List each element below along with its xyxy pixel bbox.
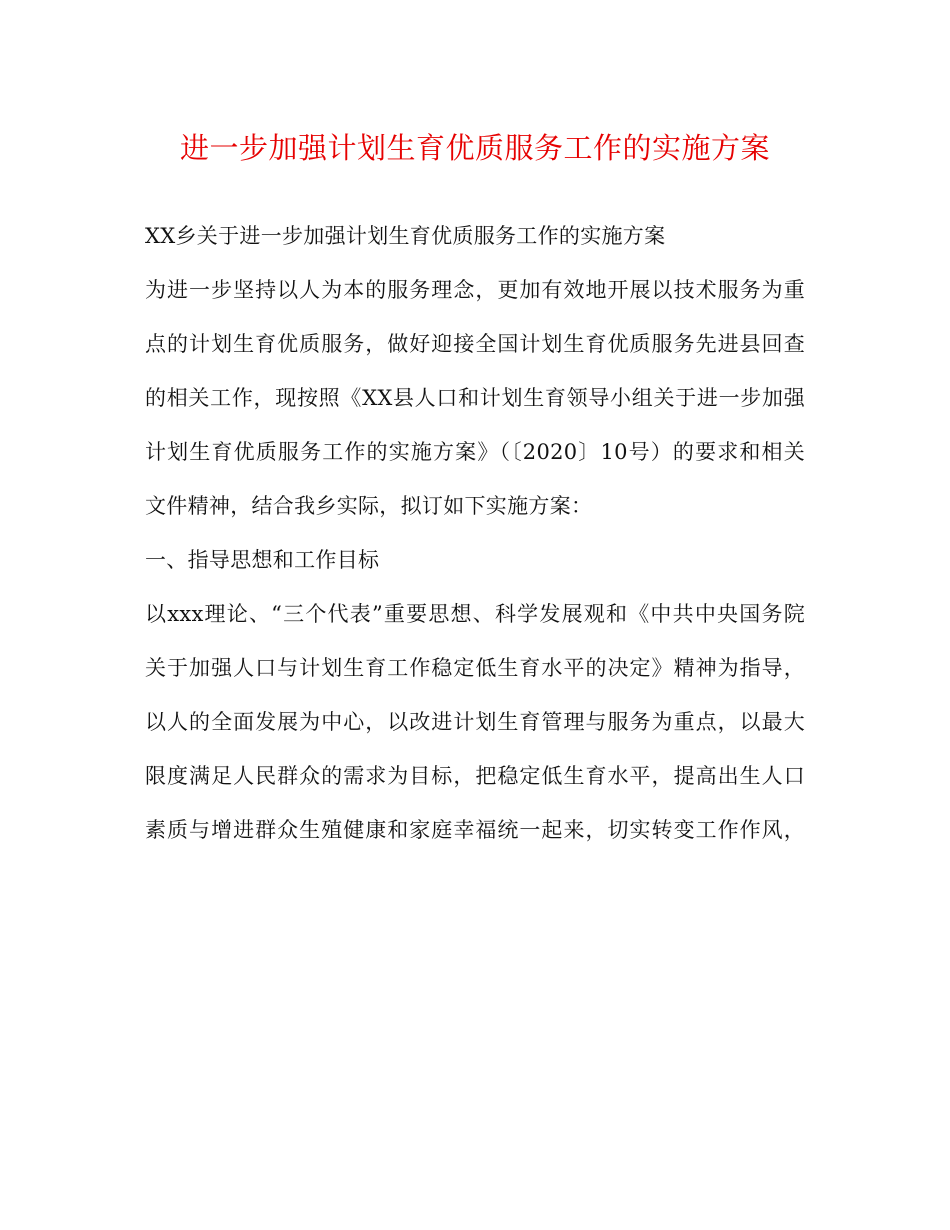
paragraph-line: 文件精神，结合我乡实际，拟订如下实施方案： bbox=[145, 494, 593, 518]
paragraph-line: 以人的全面发展为中心，以改进计划生育管理与服务为重点，以最大 bbox=[145, 710, 805, 734]
paragraph-line: 的相关工作，现按照《XX县人口和计划生育领导小组关于进一步加强 bbox=[145, 386, 805, 410]
document-title: 进一步加强计划生育优质服务工作的实施方案 bbox=[179, 131, 770, 165]
subtitle-line: XX乡关于进一步加强计划生育优质服务工作的实施方案 bbox=[145, 224, 666, 248]
paragraph-line: 以xxx理论、“三个代表”重要思想、科学发展观和《中共中央国务院 bbox=[145, 602, 805, 626]
section-heading: 一、指导思想和工作目标 bbox=[145, 548, 380, 572]
paragraph-line: 点的计划生育优质服务，做好迎接全国计划生育优质服务先进县回查 bbox=[145, 332, 805, 356]
paragraph-line: 限度满足人民群众的需求为目标，把稳定低生育水平，提高出生人口 bbox=[145, 764, 805, 788]
paragraph-line: 为进一步坚持以人为本的服务理念，更加有效地开展以技术服务为重 bbox=[145, 278, 805, 302]
paragraph-line: 关于加强人口与计划生育工作稳定低生育水平的决定》精神为指导， bbox=[145, 656, 805, 680]
paragraph-line: 素质与增进群众生殖健康和家庭幸福统一起来，切实转变工作作风， bbox=[145, 818, 805, 842]
document-body bbox=[145, 216, 805, 864]
paragraph-line: 计划生育优质服务工作的实施方案》（〔2020〕10号）的要求和相关 bbox=[145, 440, 805, 464]
